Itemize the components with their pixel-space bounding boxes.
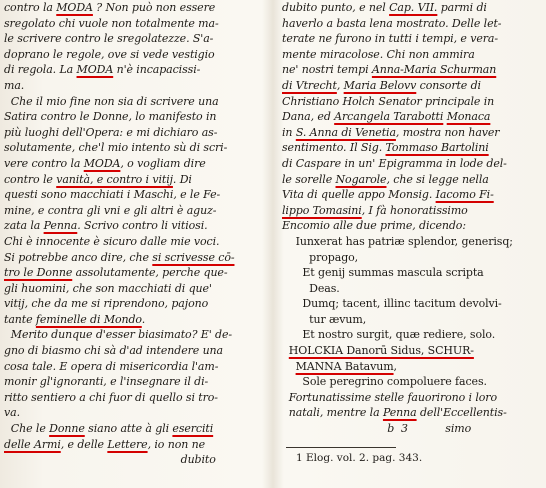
left-line [4,374,272,390]
text-run: b 3 simo [282,422,472,436]
right-line [282,203,540,219]
right-line [282,47,540,63]
text-run: ne' nostri tempi [282,63,372,77]
text-run: le sorelle [282,172,336,186]
text-run: Chi è innocente è sicuro dalle mie voci. [4,234,220,248]
footnote: 1 Elog. vol. 2. pag. 343. [296,452,423,464]
text-run: terate ne furono in tutti i tempi, e vera- [282,32,498,46]
right-column [282,0,540,437]
closing-lines [282,390,540,437]
text-run: ? Non può non essere [92,1,216,14]
left-line [4,265,272,281]
text-run: di Caspare in un' Epigramma in lode del- [282,156,507,170]
text-run: sentimento. Il Sig. [282,141,386,155]
left-line [4,390,272,406]
text-run: Iunxerat has patriæ splendor, generisq; [282,234,513,248]
text-run: cosa tale. E opera di misericordia l'am- [4,359,219,373]
right-line [282,125,540,141]
left-line [4,16,272,32]
verse-line [282,281,540,297]
underlined-text: Maria Belovv [343,78,417,92]
text-run: contro la [4,1,57,14]
text-run: haverlo a basta lena mostrato. Delle let- [282,16,502,30]
left-line [4,218,272,234]
text-run: Dumq; tacent, illinc tacitum devolvi- [282,297,502,311]
underlined-text: eserciti [172,422,214,436]
underlined-text: feminelle di Mondo [35,312,142,326]
verse-line [282,265,540,281]
underlined-text: Penna [43,219,78,233]
latin-epigram [282,234,540,390]
text-run: Deas. [282,281,340,295]
verse-line [282,359,540,375]
text-run: . Di [172,172,192,186]
text-run: ritto sentiero a chi fuor di quello si tro- [4,390,218,404]
left-line [4,203,272,219]
text-run: va. [4,406,20,420]
text-run: Dana, ed [282,110,335,124]
text-run: , che si legge nella [386,172,489,186]
right-line [282,140,540,156]
left-line [4,187,272,203]
underlined-text: MODA [56,1,93,14]
text-run: Si potrebbe anco dire, che [4,250,153,264]
left-line [4,125,272,141]
underlined-text: MODA [76,63,114,77]
text-run: Et nostro surgit, quæ rediere, solo. [282,328,496,342]
text-run: , [336,78,344,92]
text-run: , mostra non haver [395,125,500,139]
text-run: assolutamente, perche que- [72,266,228,280]
right-line [282,156,540,172]
underlined-text: Cap. VII. [389,1,438,14]
text-run: ma. [4,78,25,92]
left-line [4,94,272,110]
text-run: Merito dunque d'esser biasimato? E' de- [4,328,232,342]
underlined-text: Anna-Maria Schurman [371,63,497,77]
right-line [282,0,540,16]
verse-line [282,234,540,250]
left-line [4,343,272,359]
left-line [4,359,272,375]
text-run: mine, e contra gli vni e gli altri è aguz- [4,203,217,217]
text-run: . Scrivo contro li vitiosi. [77,219,208,233]
underlined-text: HOLCKIA Danorū Sidus, SCHUR- [288,344,474,358]
text-run: Vita di quelle appo Monsig. [282,188,436,202]
text-run: Che le [4,422,50,436]
text-run: propago, [282,250,359,264]
closing-line [282,421,540,437]
text-run: tur ævum, [282,312,367,326]
left-line [4,109,272,125]
right-line [282,62,540,78]
text-run: di regola. La [4,63,77,77]
left-line [4,47,272,63]
underlined-text: vanità, e contro i vitij [56,172,173,186]
text-run: monir gl'ignoranti, e l'insegnare il di- [4,375,209,389]
text-run: Et genij summas mascula scripta [282,266,484,280]
text-run: parmi di [437,1,487,14]
underlined-text: Arcangela Tarabotti [334,110,444,124]
left-line [4,140,272,156]
left-line [4,31,272,47]
right-line [282,78,540,94]
text-run: zata la [4,219,44,233]
text-run: , io non ne [147,437,205,451]
text-run: Che il mio fine non sia di scrivere una [4,94,219,108]
text-run: consorte di [416,78,481,92]
text-run: gli huomini, che son macchiati di que' [4,281,212,295]
left-line [4,78,272,94]
text-run: Satira contro le Donne, lo manifesto in [4,110,217,124]
closing-line [282,405,540,421]
verse-line [282,374,540,390]
text-run: Fortunatissime stelle fauorirono i loro [282,390,497,404]
underlined-text: Donne [49,422,85,436]
verse-line [282,312,540,328]
right-line [282,218,540,234]
text-run: dubito punto, e nel [282,1,390,14]
text-run: Encomio alle due prime, dicendo: [282,219,466,233]
text-run: , I fà honoratissimo [361,203,468,217]
left-line [4,327,272,343]
left-line [4,405,272,421]
underlined-text: Iacomo Fi- [435,188,494,202]
text-run: , [393,359,397,373]
underlined-text: Monaca [446,110,491,124]
right-line [282,94,540,110]
text-run: , e delle [60,437,108,451]
verse-line [282,343,540,359]
text-run: solutamente, che'l mio intento sù di scri- [4,141,228,155]
right-line [282,109,540,125]
left-line [4,62,272,78]
underlined-text: tro le Donne [4,266,73,280]
text-run: siano atte à gli [84,422,173,436]
left-line [4,296,272,312]
text-run [282,360,296,373]
right-line [282,172,540,188]
text-run: tante [4,312,36,326]
text-run: sregolato chi vuole non totalmente ma- [4,16,219,30]
underlined-text: Lettere [107,437,148,451]
right-line [282,16,540,32]
text-run [282,344,289,357]
underlined-text: lippo Tomasini [282,203,362,217]
left-line [4,0,272,16]
text-run: le scrivere contro le sregolatezze. S'a- [4,32,214,46]
text-run: Sole peregrino compoluere faces. [282,375,487,389]
verse-line [282,296,540,312]
text-run: . [141,312,146,326]
text-run: questi sono macchiati i Maschi, e le Fe- [4,188,221,202]
footnote-rule [286,447,396,448]
right-line [282,187,540,203]
text-run: dubito [4,453,216,467]
right-line [282,31,540,47]
text-run: vitij, che da me si riprendono, pajono [4,297,209,311]
underlined-text: MODA [83,156,121,170]
left-line [4,421,272,437]
text-run: contro le [4,172,57,186]
text-run: , o vogliam dire [120,156,206,170]
text-run: dell'Eccellentis- [416,406,507,420]
left-line [4,452,272,468]
underlined-text: S. Anna di Venetia [295,125,396,139]
underlined-text: Tommaso Bartolini [385,141,489,155]
left-line [4,250,272,266]
underlined-text: di Vtrecht [282,78,337,92]
verse-line [282,327,540,343]
text-run: n'è incapacissi- [113,63,201,77]
text-run: in [282,125,296,139]
underlined-text: delle Armi [4,437,61,451]
text-run: doprano le regole, ove si vede vestigio [4,47,215,61]
underlined-text: Nogarole [335,172,387,186]
left-line [4,172,272,188]
text-run: mente miracolose. Chi non ammira [282,47,475,61]
underlined-text: Penna [382,406,417,420]
left-line [4,234,272,250]
underlined-text: si scrivesse cō- [152,250,235,264]
left-line [4,156,272,172]
left-line [4,281,272,297]
text-run: più luoghi dell'Opera: e mi dichiaro as- [4,125,218,139]
text-run: Christiano Holch Senator principale in [282,94,495,108]
left-line [4,437,272,453]
left-column [4,0,272,468]
text-run: natali, mentre la [282,406,383,420]
left-line [4,312,272,328]
right-prose [282,0,540,234]
underlined-text: MANNA Batavum [295,359,394,373]
closing-line [282,390,540,406]
text-run: vere contro la [4,156,84,170]
verse-line [282,250,540,266]
text-run: gno di biasmo chi sà d'ad intendere una [4,344,223,358]
